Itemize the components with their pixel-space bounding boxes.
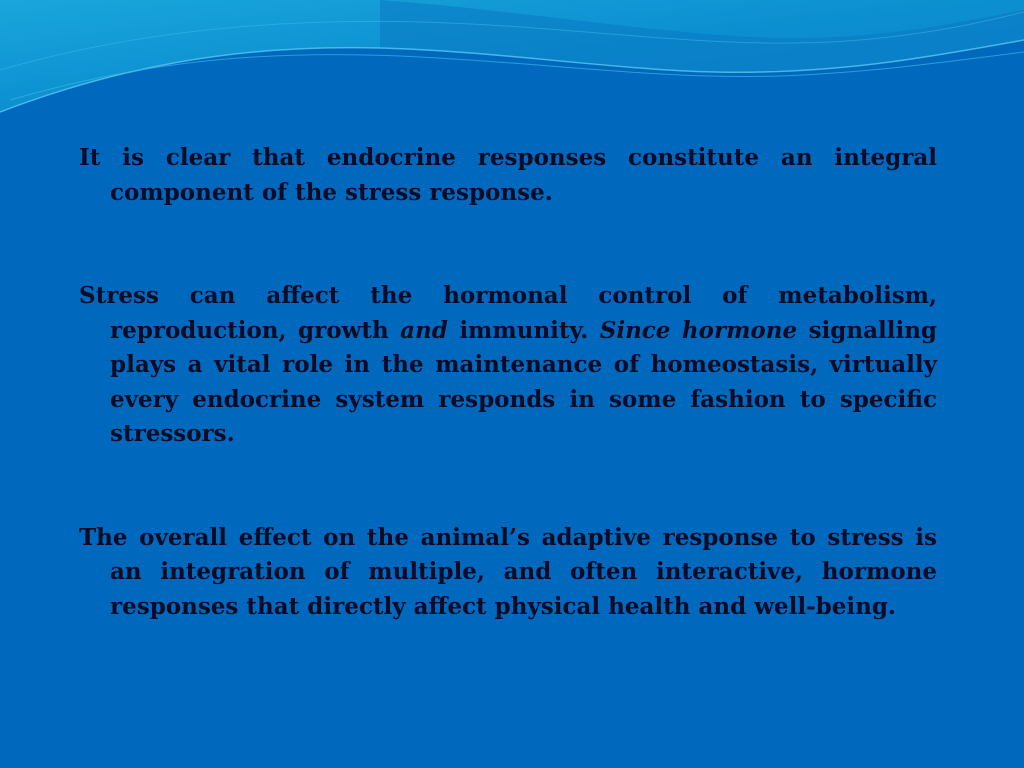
- paragraph-stress-hormonal-control: [79, 279, 937, 452]
- paragraph-2-text-part3: signalling plays a vital role in the maintenance of homeostasis, virtually every endocrine system responds in some fashion to specific stressors.: [110, 316, 937, 447]
- paragraph-overall-effect: The overall effect on the animal’s adaptive response to stress is an integration of multiple, and often interactive, hormone responses that directly affect physical health and well-being.: [79, 523, 937, 620]
- paragraph-endocrine-responses: It is clear that endocrine responses constitute an integral component of the stress response.: [79, 144, 937, 206]
- paragraph-2-text-part1: Stress can affect the hormonal control of metabolism, reproduction, growth: [79, 282, 937, 344]
- paragraph-2-italic-and: and: [400, 316, 448, 344]
- paragraph-2-text-part2: immunity.: [447, 316, 600, 344]
- slide-body: [79, 141, 937, 624]
- paragraph-2-italic-since-hormone: Since hormone: [599, 316, 798, 344]
- wave-decoration: [0, 0, 1024, 130]
